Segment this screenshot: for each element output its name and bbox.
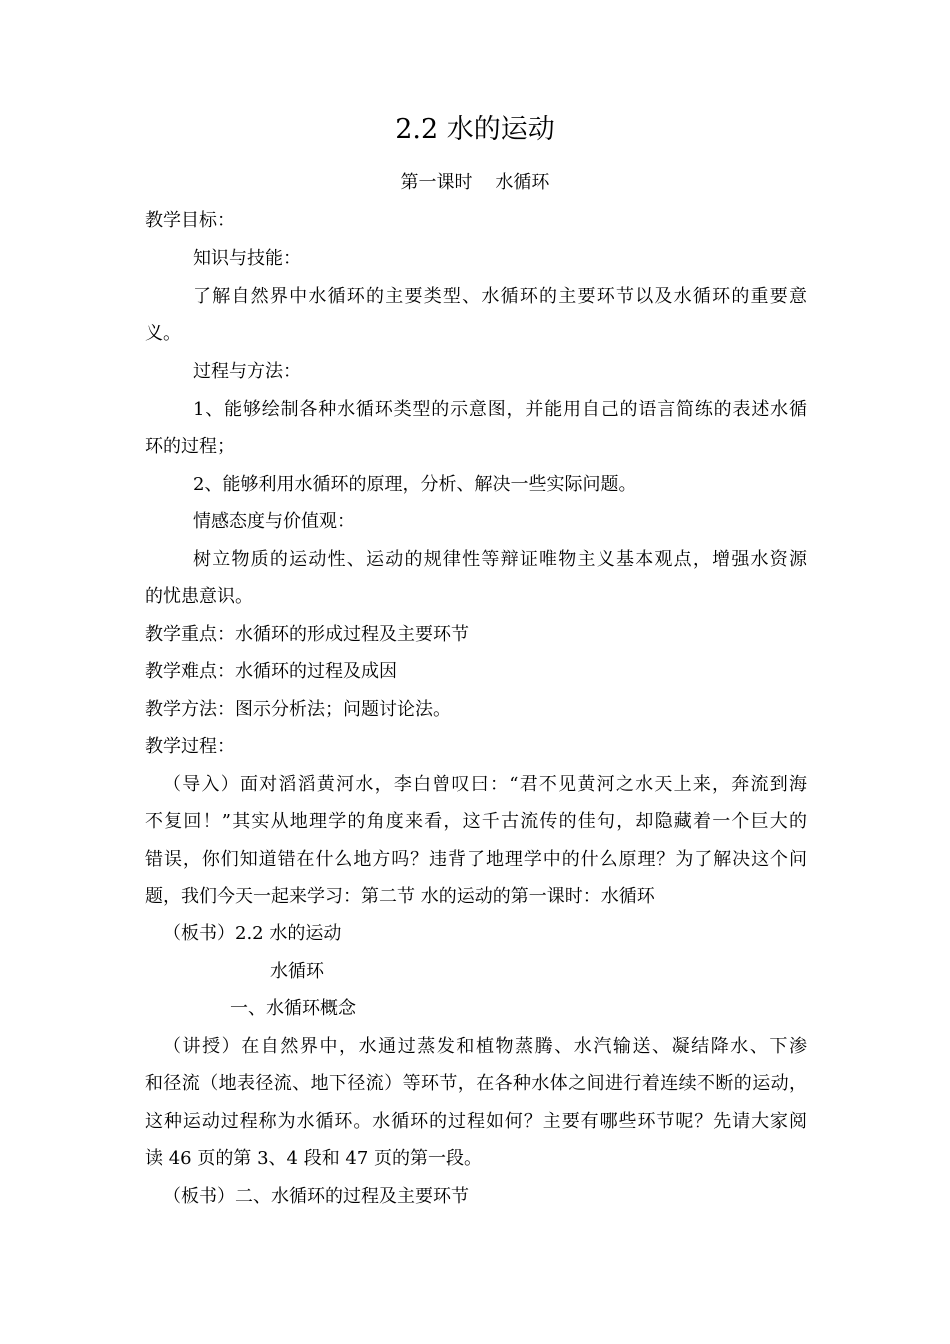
document-subtitle: 第一课时 水循环 bbox=[400, 172, 550, 193]
key-points-line: 教学重点：水循环的形成过程及主要环节 bbox=[145, 624, 469, 645]
board-line: （板书）二、水循环的过程及主要环节 bbox=[163, 1186, 469, 1207]
board-line: 水循环 bbox=[270, 961, 324, 982]
paragraph-line: 题，我们今天一起来学习：第二节 水的运动的第一课时：水循环 bbox=[145, 886, 655, 907]
paragraph-line: 不复回！”其实从地理学的角度来看，这千古流传的佳句，却隐藏着一个巨大的 bbox=[145, 811, 807, 832]
board-line: 一、水循环概念 bbox=[230, 998, 356, 1019]
board-line: （板书）2.2 水的运动 bbox=[163, 923, 342, 944]
section-heading-process: 教学过程： bbox=[145, 736, 235, 757]
paragraph-line: 1、能够绘制各种水循环类型的示意图，并能用自己的语言简练的表述水循 bbox=[193, 399, 807, 420]
paragraph-line: （讲授）在自然界中，水通过蒸发和植物蒸腾、水汽输送、凝结降水、下渗 bbox=[163, 1036, 807, 1057]
paragraph-line: 了解自然界中水循环的主要类型、水循环的主要环节以及水循环的重要意 bbox=[193, 286, 807, 307]
paragraph-line: 树立物质的运动性、运动的规律性等辩证唯物主义基本观点，增强水资源 bbox=[193, 549, 807, 570]
methods-line: 教学方法：图示分析法；问题讨论法。 bbox=[145, 699, 451, 720]
paragraph-line: 读 46 页的第 3、4 段和 47 页的第一段。 bbox=[145, 1148, 483, 1169]
paragraph-line: 的忧患意识。 bbox=[145, 586, 253, 607]
paragraph-line: 环的过程； bbox=[145, 436, 235, 457]
section-heading-objectives: 教学目标： bbox=[145, 210, 235, 231]
paragraph-line: 和径流（地表径流、地下径流）等环节，在各种水体之间进行着连续不断的运动， bbox=[145, 1073, 807, 1094]
paragraph-line: （导入）面对滔滔黄河水，李白曾叹曰：“君不见黄河之水天上来，奔流到海 bbox=[163, 774, 807, 795]
paragraph-line: 错误，你们知道错在什么地方吗？违背了地理学中的什么原理？为了解决这个问 bbox=[145, 849, 807, 870]
paragraph-line: 义。 bbox=[145, 323, 181, 344]
paragraph-line: 2、能够利用水循环的原理，分析、解决一些实际问题。 bbox=[193, 474, 637, 495]
subheading-attitude: 情感态度与价值观： bbox=[193, 511, 355, 532]
subheading-knowledge: 知识与技能： bbox=[193, 248, 301, 269]
document-title: 2.2 水的运动 bbox=[395, 114, 555, 145]
difficulties-line: 教学难点：水循环的过程及成因 bbox=[145, 661, 397, 682]
subheading-process: 过程与方法： bbox=[193, 361, 301, 382]
paragraph-line: 这种运动过程称为水循环。水循环的过程如何？主要有哪些环节呢？先请大家阅 bbox=[145, 1111, 807, 1132]
